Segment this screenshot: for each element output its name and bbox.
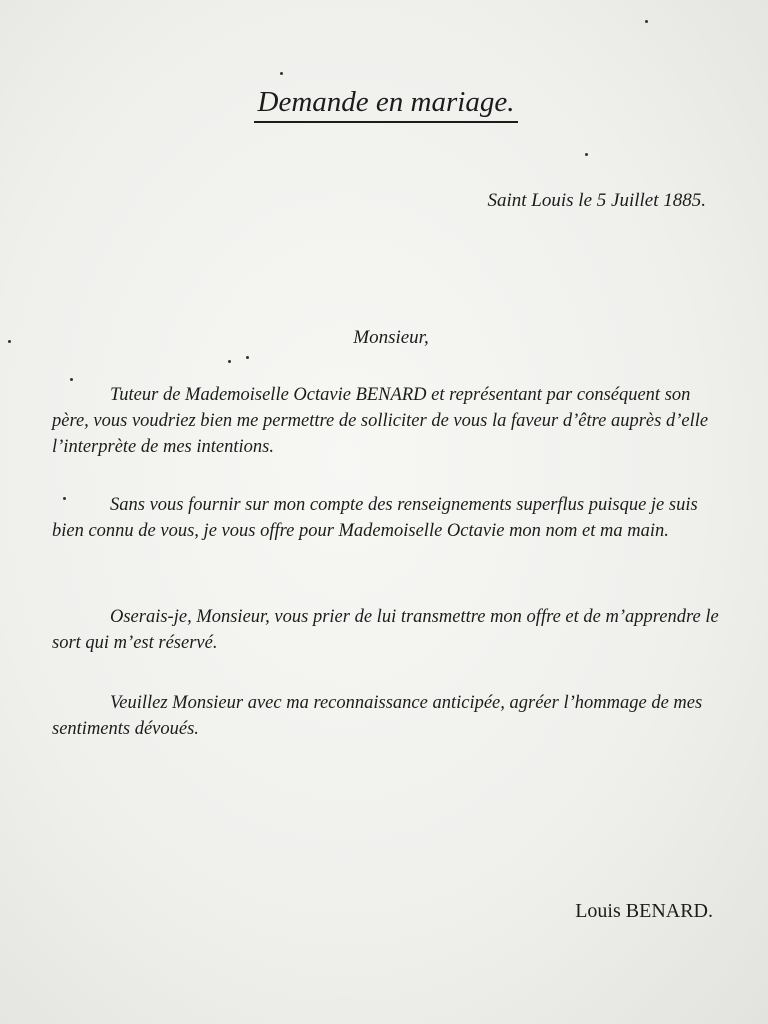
letter-paragraph-1: Tuteur de Mademoiselle Octavie BENARD et représentant par conséquent son père, vous voudriez bien me permettre de solliciter de vous la faveur d’être auprès d’elle l’interprète de mes intentions. [52, 385, 709, 457]
paper-speck [70, 378, 73, 381]
letter-paragraph-4: Veuillez Monsieur avec ma reconnaissance anticipée, agréer l’hommage de mes sentiments dévoués. [52, 693, 703, 739]
paper-speck [228, 360, 231, 363]
letter-salutation: Monsieur, [353, 327, 429, 348]
paper-speck [585, 153, 588, 156]
letter-paragraph-3: Oserais-je, Monsieur, vous prier de lui transmettre mon offre et de m’apprendre le sort qui m’est réservé. [52, 607, 719, 653]
paper-speck [63, 497, 66, 500]
letter-paragraph-2: Sans vous fournir sur mon compte des renseignements superflus puisque je suis bien connu de vous, je vous offre pour Mademoiselle Octavie mon nom et ma main. [52, 495, 698, 541]
paper-speck [645, 20, 648, 23]
paper-speck [8, 340, 11, 343]
letter-signature: Louis BENARD. [575, 900, 713, 922]
letter-title [0, 86, 768, 123]
letter-date: Saint Louis le 5 Juillet 1885. [487, 190, 706, 211]
paper-speck [246, 356, 249, 359]
letter-title-text: Demande en mariage. [254, 86, 519, 123]
paper-speck [280, 72, 283, 75]
